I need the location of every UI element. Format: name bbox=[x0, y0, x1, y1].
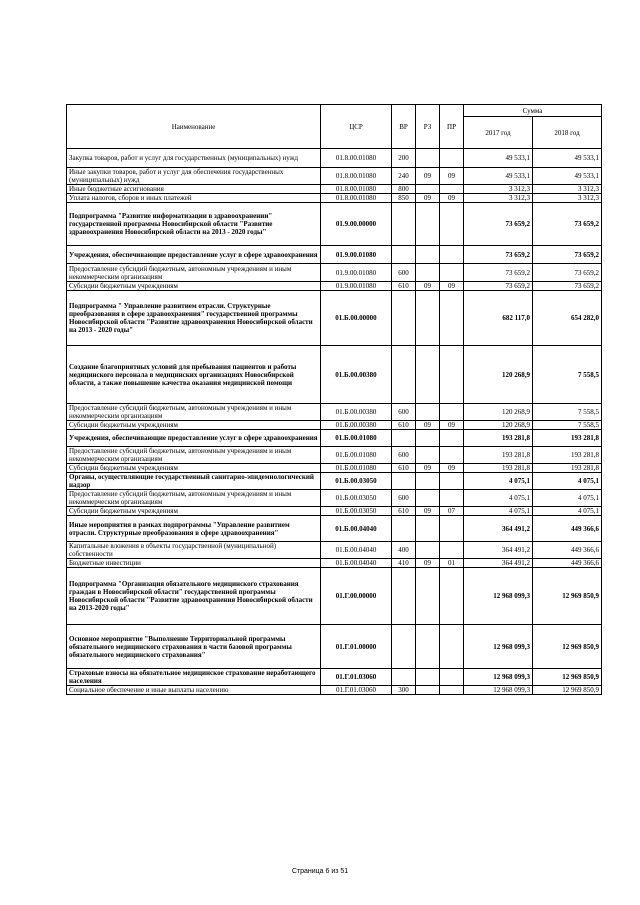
row-pr-code bbox=[440, 516, 464, 542]
row-name: Предоставление субсидий бюджетным, автономным учреждениям и иным некоммерческим организациям bbox=[67, 490, 321, 507]
row-csr-code: 01.Б.00.01080 bbox=[321, 464, 392, 473]
row-pr-code bbox=[440, 291, 464, 346]
row-amount-2018: 654 282,0 bbox=[533, 291, 602, 346]
row-amount-2018: 7 558,5 bbox=[533, 421, 602, 430]
row-amount-2017: 49 533,1 bbox=[464, 168, 533, 185]
row-amount-2018: 73 659,2 bbox=[533, 246, 602, 264]
row-csr-code: 01.Г.01.03060 bbox=[321, 669, 392, 686]
row-pr-code bbox=[440, 490, 464, 507]
row-vr-code bbox=[392, 346, 416, 404]
table-row bbox=[67, 464, 602, 473]
row-vr-code: 600 bbox=[392, 490, 416, 507]
row-amount-2017: 12 968 099,3 bbox=[464, 686, 533, 695]
table-row bbox=[67, 625, 602, 669]
row-amount-2017: 12 968 099,3 bbox=[464, 625, 533, 669]
row-name: Подпрограмма "Организация обязательного медицинского страхования граждан в Новосибирской области" государственной программы Новосибирской области "Развитие здравоохранения Новосибирской области на 2013-2020 годы" bbox=[67, 568, 321, 625]
row-amount-2018: 73 659,2 bbox=[533, 282, 602, 291]
row-vr-code: 600 bbox=[392, 264, 416, 282]
header-name: Наименование bbox=[67, 105, 321, 149]
row-rz-code bbox=[416, 430, 440, 447]
row-name: Подпрограмма "Развитие информатизации в здравоохранении" государственной программы Новосибирской области "Развитие здравоохранения Новосибирской области на 2013 - 2020 годы" bbox=[67, 203, 321, 246]
row-amount-2017: 73 659,2 bbox=[464, 282, 533, 291]
row-vr-code bbox=[392, 203, 416, 246]
table-row bbox=[67, 568, 602, 625]
row-pr-code: 09 bbox=[440, 421, 464, 430]
row-csr-code: 01.Б.00.03050 bbox=[321, 507, 392, 516]
row-rz-code bbox=[416, 246, 440, 264]
row-amount-2017: 193 281,8 bbox=[464, 464, 533, 473]
table-row bbox=[67, 447, 602, 464]
row-name: Иные бюджетные ассигнования bbox=[67, 185, 321, 194]
row-rz-code bbox=[416, 542, 440, 559]
row-csr-code: 01.8.00.01080 bbox=[321, 185, 392, 194]
row-rz-code bbox=[416, 516, 440, 542]
row-rz-code bbox=[416, 404, 440, 421]
row-amount-2018: 12 969 850,9 bbox=[533, 686, 602, 695]
row-amount-2018: 7 558,5 bbox=[533, 346, 602, 404]
row-csr-code: 01.9.00.01080 bbox=[321, 246, 392, 264]
row-csr-code: 01.9.00.01080 bbox=[321, 264, 392, 282]
row-amount-2017: 4 075,1 bbox=[464, 473, 533, 490]
row-amount-2017: 682 117,0 bbox=[464, 291, 533, 346]
row-vr-code: 300 bbox=[392, 686, 416, 695]
row-name: Субсидии бюджетным учреждениям bbox=[67, 507, 321, 516]
row-rz-code: 09 bbox=[416, 559, 440, 568]
row-name: Предоставление субсидий бюджетным, автономным учреждениям и иным некоммерческим организациям bbox=[67, 447, 321, 464]
row-name: Основное мероприятие "Выполнение Территориальной программы обязательного медицинского страхования в части базовой программы обязательного медицинского страхования" bbox=[67, 625, 321, 669]
row-amount-2017: 3 312,3 bbox=[464, 194, 533, 203]
row-amount-2018: 4 075,1 bbox=[533, 507, 602, 516]
table-row bbox=[67, 185, 602, 194]
row-csr-code: 01.Б.00.04040 bbox=[321, 542, 392, 559]
row-name: Предоставление субсидий бюджетным, автономным учреждениям и иным некоммерческим организациям bbox=[67, 264, 321, 282]
row-csr-code: 01.8.00.01080 bbox=[321, 194, 392, 203]
row-amount-2018: 49 533,1 bbox=[533, 168, 602, 185]
row-csr-code: 01.9.00.00000 bbox=[321, 203, 392, 246]
row-csr-code: 01.9.00.01080 bbox=[321, 282, 392, 291]
row-pr-code bbox=[440, 346, 464, 404]
row-vr-code: 200 bbox=[392, 149, 416, 168]
table-row bbox=[67, 507, 602, 516]
row-amount-2018: 3 312,3 bbox=[533, 185, 602, 194]
row-amount-2017: 4 075,1 bbox=[464, 507, 533, 516]
row-vr-code: 400 bbox=[392, 542, 416, 559]
row-csr-code: 01.Б.00.00380 bbox=[321, 346, 392, 404]
row-name: Создание благоприятных условий для пребывания пациентов и работы медицинского персонала в медицинских организациях Новосибирской области, а также повышение качества оказания медицинской помощи bbox=[67, 346, 321, 404]
row-name: Органы, осуществляющие государственный санитарно-эпидемиологический надзор bbox=[67, 473, 321, 490]
row-rz-code bbox=[416, 490, 440, 507]
table-row bbox=[67, 346, 602, 404]
row-vr-code bbox=[392, 430, 416, 447]
row-pr-code bbox=[440, 246, 464, 264]
row-vr-code: 800 bbox=[392, 185, 416, 194]
row-vr-code bbox=[392, 516, 416, 542]
row-vr-code: 610 bbox=[392, 507, 416, 516]
header-year-2018: 2018 год bbox=[533, 117, 602, 149]
row-pr-code bbox=[440, 447, 464, 464]
table-row bbox=[67, 559, 602, 568]
table-row bbox=[67, 490, 602, 507]
row-name: Учреждения, обеспечивающие предоставление услуг в сфере здравоохранения bbox=[67, 430, 321, 447]
row-vr-code: 610 bbox=[392, 282, 416, 291]
row-amount-2018: 4 075,1 bbox=[533, 490, 602, 507]
row-name: Социальное обеспечение и иные выплаты населению bbox=[67, 686, 321, 695]
row-rz-code: 09 bbox=[416, 421, 440, 430]
budget-table bbox=[66, 104, 602, 695]
row-pr-code: 09 bbox=[440, 194, 464, 203]
row-amount-2018: 193 281,8 bbox=[533, 464, 602, 473]
row-rz-code bbox=[416, 669, 440, 686]
row-csr-code: 01.Б.00.01080 bbox=[321, 430, 392, 447]
row-rz-code bbox=[416, 346, 440, 404]
row-name: Закупка товаров, работ и услуг для государственных (муниципальных) нужд bbox=[67, 149, 321, 168]
header-vr: ВР bbox=[392, 105, 416, 149]
row-rz-code bbox=[416, 473, 440, 490]
row-pr-code: 01 bbox=[440, 559, 464, 568]
page-number: Страница 6 из 51 bbox=[291, 868, 349, 875]
table-row bbox=[67, 149, 602, 168]
row-amount-2017: 12 968 099,3 bbox=[464, 568, 533, 625]
row-name: Субсидии бюджетным учреждениям bbox=[67, 464, 321, 473]
row-amount-2018: 12 969 850,9 bbox=[533, 568, 602, 625]
table-row bbox=[67, 473, 602, 490]
row-pr-code: 09 bbox=[440, 464, 464, 473]
row-name: Субсидии бюджетным учреждениям bbox=[67, 421, 321, 430]
row-name: Бюджетные инвестиции bbox=[67, 559, 321, 568]
row-rz-code: 09 bbox=[416, 194, 440, 203]
row-amount-2018: 449 366,6 bbox=[533, 559, 602, 568]
row-rz-code bbox=[416, 625, 440, 669]
row-rz-code: 09 bbox=[416, 282, 440, 291]
table-row bbox=[67, 194, 602, 203]
row-amount-2017: 4 075,1 bbox=[464, 490, 533, 507]
row-amount-2018: 193 281,8 bbox=[533, 430, 602, 447]
row-vr-code bbox=[392, 246, 416, 264]
table-row bbox=[67, 168, 602, 185]
row-rz-code bbox=[416, 203, 440, 246]
row-amount-2017: 73 659,2 bbox=[464, 246, 533, 264]
row-pr-code bbox=[440, 430, 464, 447]
table-row bbox=[67, 516, 602, 542]
row-rz-code bbox=[416, 568, 440, 625]
row-rz-code bbox=[416, 291, 440, 346]
row-csr-code: 01.Б.00.04040 bbox=[321, 559, 392, 568]
row-amount-2017: 73 659,2 bbox=[464, 264, 533, 282]
row-amount-2017: 364 491,2 bbox=[464, 516, 533, 542]
row-amount-2017: 364 491,2 bbox=[464, 542, 533, 559]
row-name: Страховые взносы на обязательное медицинское страхование неработающего населения bbox=[67, 669, 321, 686]
row-amount-2018: 3 312,3 bbox=[533, 194, 602, 203]
row-amount-2017: 12 968 099,3 bbox=[464, 669, 533, 686]
header-sum: Сумма bbox=[464, 105, 602, 117]
table-row bbox=[67, 203, 602, 246]
row-rz-code: 09 bbox=[416, 168, 440, 185]
table-row bbox=[67, 264, 602, 282]
table-row bbox=[67, 282, 602, 291]
row-pr-code bbox=[440, 669, 464, 686]
row-vr-code: 850 bbox=[392, 194, 416, 203]
row-name: Учреждения, обеспечивающие предоставление услуг в сфере здравоохранения bbox=[67, 246, 321, 264]
row-amount-2018: 49 533,1 bbox=[533, 149, 602, 168]
row-name: Иные закупки товаров, работ и услуг для обеспечения государственных (муниципальных) нужд bbox=[67, 168, 321, 185]
row-amount-2018: 73 659,2 bbox=[533, 203, 602, 246]
row-vr-code: 410 bbox=[392, 559, 416, 568]
table-row bbox=[67, 542, 602, 559]
row-name: Уплата налогов, сборов и иных платежей bbox=[67, 194, 321, 203]
row-csr-code: 01.Г.01.03060 bbox=[321, 686, 392, 695]
row-amount-2018: 449 366,6 bbox=[533, 542, 602, 559]
row-csr-code: 01.Б.00.01080 bbox=[321, 447, 392, 464]
header-pr: ПР bbox=[440, 105, 464, 149]
row-name: Подпрограмма " Управление развитием отрасли. Структурные преобразования в сфере здравоохранения" государственной программы Новосибирской области "Развитие здравоохранения Новосибирской области на 2013 - 2020 годы" bbox=[67, 291, 321, 346]
row-rz-code: 09 bbox=[416, 464, 440, 473]
row-pr-code bbox=[440, 625, 464, 669]
row-amount-2017: 3 312,3 bbox=[464, 185, 533, 194]
row-amount-2018: 7 558,5 bbox=[533, 404, 602, 421]
row-csr-code: 01.Г.01.00000 bbox=[321, 625, 392, 669]
row-name: Капитальные вложения в объекты государственной (муниципальной) собственности bbox=[67, 542, 321, 559]
table-row bbox=[67, 404, 602, 421]
header-rz: РЗ bbox=[416, 105, 440, 149]
row-csr-code: 01.8.00.01080 bbox=[321, 168, 392, 185]
row-csr-code: 01.Б.00.03050 bbox=[321, 473, 392, 490]
row-rz-code bbox=[416, 185, 440, 194]
row-rz-code bbox=[416, 264, 440, 282]
row-csr-code: 01.Г.00.00000 bbox=[321, 568, 392, 625]
row-pr-code: 09 bbox=[440, 282, 464, 291]
row-vr-code: 610 bbox=[392, 421, 416, 430]
row-name: Субсидии бюджетным учреждениям bbox=[67, 282, 321, 291]
row-amount-2018: 73 659,2 bbox=[533, 264, 602, 282]
row-pr-code bbox=[440, 264, 464, 282]
row-amount-2017: 49 533,1 bbox=[464, 149, 533, 168]
header-year-2017: 2017 год bbox=[464, 117, 533, 149]
row-pr-code bbox=[440, 473, 464, 490]
row-name: Предоставление субсидий бюджетным, автономным учреждениям и иным некоммерческим организациям bbox=[67, 404, 321, 421]
row-vr-code bbox=[392, 669, 416, 686]
row-vr-code bbox=[392, 473, 416, 490]
row-vr-code: 600 bbox=[392, 404, 416, 421]
row-pr-code bbox=[440, 149, 464, 168]
row-pr-code: 07 bbox=[440, 507, 464, 516]
row-pr-code bbox=[440, 542, 464, 559]
table-header bbox=[67, 105, 602, 149]
row-csr-code: 01.Б.00.00000 bbox=[321, 291, 392, 346]
row-vr-code bbox=[392, 625, 416, 669]
row-vr-code: 240 bbox=[392, 168, 416, 185]
row-amount-2018: 193 281,8 bbox=[533, 447, 602, 464]
row-vr-code bbox=[392, 568, 416, 625]
row-csr-code: 01.Б.00.00380 bbox=[321, 404, 392, 421]
header-csr: ЦСР bbox=[321, 105, 392, 149]
row-rz-code bbox=[416, 149, 440, 168]
table-row bbox=[67, 686, 602, 695]
table-row bbox=[67, 246, 602, 264]
row-vr-code: 610 bbox=[392, 464, 416, 473]
row-amount-2017: 364 491,2 bbox=[464, 559, 533, 568]
row-amount-2018: 12 969 850,9 bbox=[533, 669, 602, 686]
row-rz-code: 09 bbox=[416, 507, 440, 516]
row-pr-code bbox=[440, 185, 464, 194]
table-row bbox=[67, 291, 602, 346]
row-amount-2017: 73 659,2 bbox=[464, 203, 533, 246]
row-csr-code: 01.8.00.01080 bbox=[321, 149, 392, 168]
row-name: Иные мероприятия в рамках подпрограммы "Управление развитием отрасли. Структурные преобразования в сфере здравоохранения" bbox=[67, 516, 321, 542]
table-row bbox=[67, 421, 602, 430]
row-pr-code bbox=[440, 404, 464, 421]
row-amount-2018: 4 075,1 bbox=[533, 473, 602, 490]
row-pr-code bbox=[440, 568, 464, 625]
row-pr-code: 09 bbox=[440, 168, 464, 185]
row-amount-2017: 193 281,8 bbox=[464, 447, 533, 464]
table-body bbox=[67, 149, 602, 695]
row-vr-code bbox=[392, 291, 416, 346]
row-amount-2017: 120 268,9 bbox=[464, 346, 533, 404]
row-pr-code bbox=[440, 686, 464, 695]
row-csr-code: 01.Б.00.03050 bbox=[321, 490, 392, 507]
row-amount-2017: 193 281,8 bbox=[464, 430, 533, 447]
row-rz-code bbox=[416, 447, 440, 464]
table-row bbox=[67, 669, 602, 686]
table-row bbox=[67, 430, 602, 447]
row-pr-code bbox=[440, 203, 464, 246]
row-rz-code bbox=[416, 686, 440, 695]
row-amount-2018: 12 969 850,9 bbox=[533, 625, 602, 669]
row-amount-2017: 120 268,9 bbox=[464, 404, 533, 421]
row-csr-code: 01.Б.00.04040 bbox=[321, 516, 392, 542]
row-amount-2018: 449 366,6 bbox=[533, 516, 602, 542]
row-csr-code: 01.Б.00.00380 bbox=[321, 421, 392, 430]
row-amount-2017: 120 268,9 bbox=[464, 421, 533, 430]
row-vr-code: 600 bbox=[392, 447, 416, 464]
